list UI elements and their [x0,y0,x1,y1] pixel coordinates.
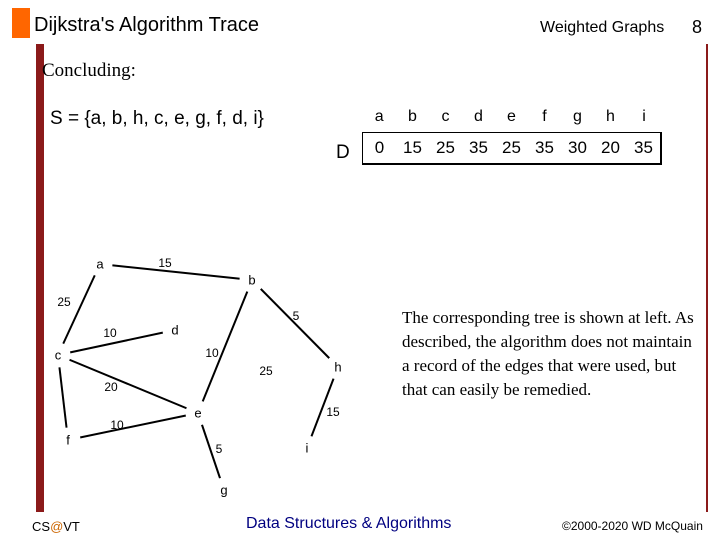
edge-weight-label: 5 [215,442,223,457]
footer-course-prefix: CS [32,519,51,534]
edge-weight-label: 15 [158,256,172,271]
tree-node-b [240,268,264,292]
table-value-cell: 0 [363,133,397,165]
edge-weight-label: 5 [292,309,300,324]
visited-set: S = {a, b, h, c, e, g, f, d, i} [50,108,264,129]
explanation-text: The corresponding tree is shown at left. As described, the algorithm does not maintain a record of the edges that were used, but that can easily be remedied. [402,308,694,399]
table-value-cell: 35 [462,133,495,165]
table-value-cell: 35 [528,133,561,165]
table-value-cell: 25 [429,133,462,165]
tree-node-g [212,478,236,502]
node-label: c [54,347,62,363]
node-label: d [171,322,179,338]
table-header-cell: h [606,108,615,125]
tree-node-f [56,428,80,452]
table-value-cell: 15 [396,133,429,165]
edge-weight-label: 25 [57,295,71,310]
table-header-cell: c [441,108,450,125]
tree-edge-a-c [58,264,100,355]
edge-weight-label: 20 [104,380,118,395]
tree-node-h [326,355,350,379]
tree-node-i [295,436,319,460]
edge-weight-label: 10 [110,418,124,433]
node-label: g [220,482,228,498]
table-header-cell: d [474,108,483,125]
tree-node-a [88,252,112,276]
slide-heading: Concluding: [42,60,136,81]
node-label: e [194,405,202,421]
section-label: Weighted Graphs [540,19,665,36]
footer-copyright: ©2000-2020 WD McQuain [562,519,703,533]
distance-label: D [336,142,350,163]
footer-course-at: @ [50,519,64,534]
footer-course-suffix: VT [63,519,80,534]
node-label: h [334,359,342,375]
edge-weight-label: 15 [326,405,340,420]
table-header-cell: a [374,108,384,125]
tree-node-c [46,343,70,367]
table-header-cell: f [542,108,547,125]
table-value-cell: 30 [561,133,594,165]
node-label: f [66,432,70,448]
node-label: i [305,440,309,456]
edge-weight-label: 10 [205,346,219,361]
tree-edge-b-h [252,280,338,367]
table-header-cell: g [573,108,582,125]
table-header-cell: b [408,108,417,125]
footer-course [32,519,80,534]
edge-weight-label: 25 [259,364,273,379]
table-value-cell: 20 [594,133,627,165]
table-header-cell: e [507,108,516,125]
node-label: b [248,272,256,288]
page-number: 8 [692,17,703,37]
table-value-cell: 25 [495,133,528,165]
table-header-cell: i [642,108,646,125]
table-value-cell: 35 [627,133,661,165]
tree-edge-f-e [68,413,198,440]
tree-node-d [163,318,187,342]
slide-title: Dijkstra's Algorithm Trace [34,14,259,36]
edge-weight-label: 10 [103,326,117,341]
node-label: a [96,256,104,272]
tree-node-e [186,401,210,425]
tree-edge-c-e [58,355,198,413]
tree-edge-c-f [58,355,68,440]
tree-edge-a-b [100,264,252,280]
footer-title: Data Structures & Algorithms [246,515,452,532]
